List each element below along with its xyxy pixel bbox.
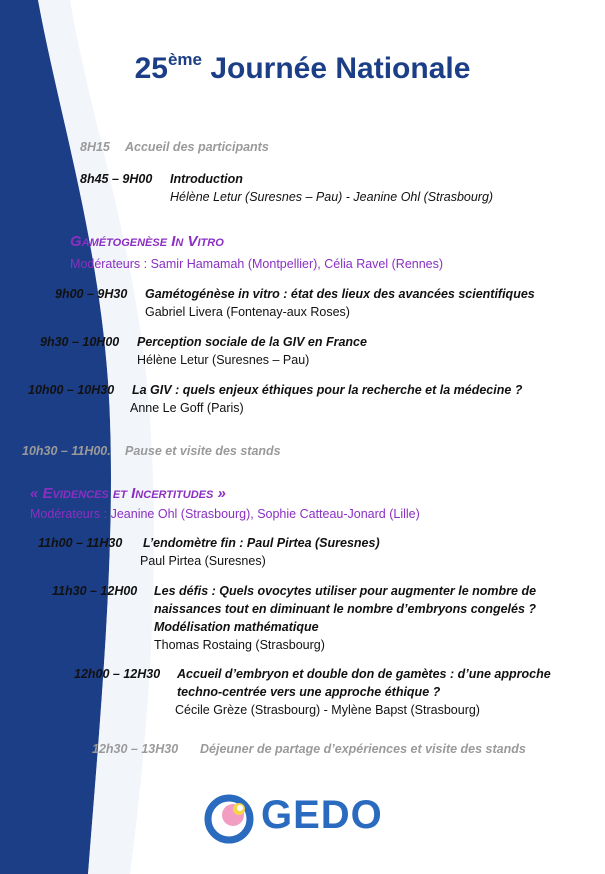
talk-speaker: Hélène Letur (Suresnes – Pau) — [137, 353, 310, 367]
talk-title: Perception sociale de la GIV en France — [137, 335, 367, 349]
talk-title-line: Accueil d’embryon et double don de gamètes : d’une approche — [177, 667, 551, 681]
talk-time: 9h00 – 9H30 — [55, 287, 128, 301]
talk-time: 10h00 – 10H30 — [28, 383, 115, 397]
section1-title: Gamétogenèse In Vitro — [70, 233, 224, 250]
intro-label: Introduction — [170, 172, 243, 186]
talk-title-line: Modélisation mathématique — [154, 620, 319, 634]
talk-time: 12h00 – 12H30 — [74, 667, 161, 681]
talk-row — [38, 536, 380, 550]
talk-time: 11h00 – 11H30 — [38, 536, 123, 550]
talk-speaker: Anne Le Goff (Paris) — [130, 401, 244, 415]
talk-title: La GIV : quels enjeux éthiques pour la recherche et la médecine ? — [132, 383, 523, 397]
title-text: Journée Nationale — [210, 52, 471, 85]
gedo-logo-icon — [203, 791, 259, 847]
talk-title: L’endomètre fin : Paul Pirtea (Suresnes) — [143, 536, 380, 550]
pause-label: Pause et visite des stands — [125, 444, 281, 458]
talk-speaker: Cécile Grèze (Strasbourg) - Mylène Bapst (Strasbourg) — [175, 703, 480, 717]
pause-row — [22, 444, 281, 458]
welcome-row — [80, 140, 269, 154]
lunch-label: Déjeuner de partage d’expériences et visite des stands — [200, 742, 526, 756]
intro-row — [80, 172, 243, 186]
section2-moderators: Modérateurs : Jeanine Ohl (Strasbourg), Sophie Catteau-Jonard (Lille) — [30, 507, 420, 521]
lunch-time: 12h30 – 13H30 — [92, 742, 179, 756]
talk-row — [52, 584, 536, 598]
pause-time: 10h30 – 11H00. — [22, 444, 111, 458]
welcome-label: Accueil des participants — [125, 140, 269, 154]
title-number: 25 — [134, 52, 168, 85]
talk-row — [40, 335, 367, 349]
section2-title: « Evidences et Incertitudes » — [30, 485, 226, 502]
section1-moderators: Modérateurs : Samir Hamamah (Montpellier), Célia Ravel (Rennes) — [70, 257, 444, 271]
talk-row — [28, 383, 522, 397]
lunch-row — [92, 742, 526, 756]
intro-time: 8h45 – 9H00 — [80, 172, 153, 186]
page-title — [0, 52, 605, 86]
intro-speaker: Hélène Letur (Suresnes – Pau) - Jeanine Ohl (Strasbourg) — [170, 190, 494, 204]
gedo-logo — [203, 789, 413, 849]
talk-speaker: Thomas Rostaing (Strasbourg) — [154, 638, 325, 652]
title-suffix: ème — [167, 50, 202, 69]
welcome-time: 8H15 — [80, 140, 110, 154]
talk-title-line: naissances tout en diminuant le nombre d’embryons congelés ? — [154, 602, 537, 616]
talk-time: 9h30 – 10H00 — [40, 335, 120, 349]
talk-speaker: Paul Pirtea (Suresnes) — [140, 554, 266, 568]
talk-speaker: Gabriel Livera (Fontenay-aux Roses) — [145, 305, 350, 319]
talk-title-line: Les défis : Quels ovocytes utiliser pour augmenter le nombre de — [154, 584, 537, 598]
talk-row — [55, 287, 535, 301]
talk-row — [74, 667, 551, 681]
talk-title: Gamétogénèse in vitro : état des lieux des avancées scientifiques — [145, 287, 535, 301]
talk-time: 11h30 – 12H00 — [52, 584, 138, 598]
gedo-logo-text: GEDO — [261, 793, 383, 837]
talk-title-line: techno-centrée vers une approche éthique ? — [177, 685, 441, 699]
